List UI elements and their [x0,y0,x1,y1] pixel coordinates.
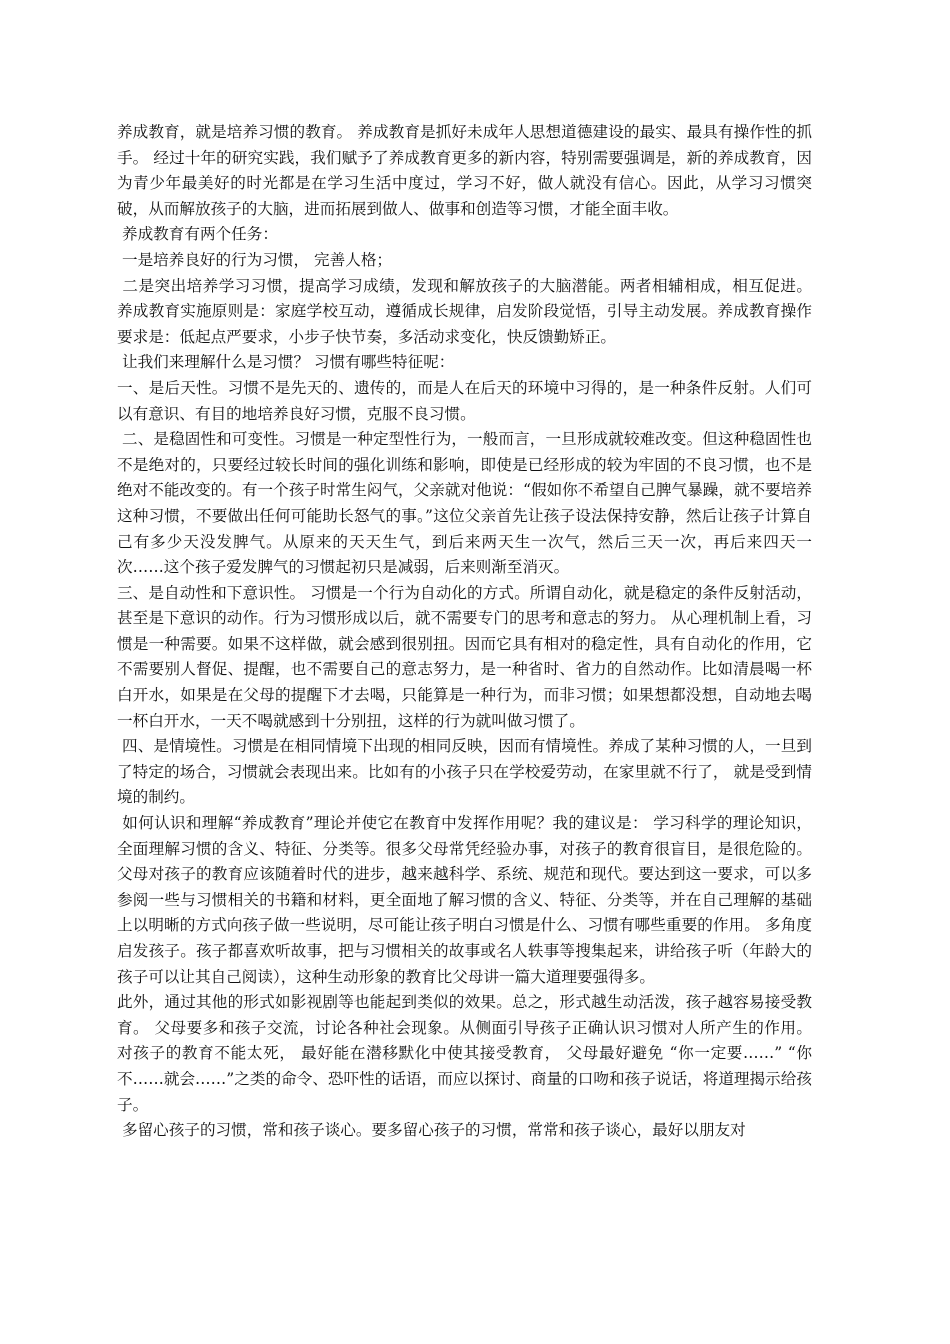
paragraph-other-forms: 此外，通过其他的形式如影视剧等也能起到类似的效果。总之，形式越生动活泼，孩子越容易接受教育。 父母要多和孩子交流，讨论各种社会现象。从侧面引导孩子正确认识习惯对人所产生的作用。 对孩子的教育不能太死， 最好能在潜移默化中使其接受教育， 父母最好避免 “你一定要……” “你不……就会……”之类的命令、恐吓性的话语，而应以探讨、商量的口吻和孩子说话，将道理揭示给孩子。 [117,993,817,1114]
paragraph-intro: 养成教育，就是培养习惯的教育。 养成教育是抓好未成年人思想道德建设的最实、最具有操作性的抓手。 经过十年的研究实践，我们赋予了养成教育更多的新内容，特别需要强调是，新的养成教育，因为青少年最美好的时光都是在学习生活中度过，学习不好，做人就没有信心。因此，从学习习惯突破，从而解放孩子的大脑，进而拓展到做人、做事和创造等习惯，才能全面丰收。 [117,123,812,218]
paragraph-feature-two: 二、是稳固性和可变性。习惯是一种定型性行为，一般而言，一旦形成就较难改变。但这种稳固性也不是绝对的，只要经过较长时间的强化训练和影响，即使是已经形成的较为牢固的不良习惯，也不是绝对不能改变的。有一个孩子时常生闷气，父亲就对他说：“假如你不希望自己脾气暴躁，就不要培养这种习惯，不要做出任何可能助长怒气的事。”这位父亲首先让孩子设法保持安静，然后让孩子计算自己有多少天没发脾气。从原来的天天生气，到后来两天生一次气，然后三天一次，再后来四天一次……这个孩子爱发脾气的习惯起初只是减弱，后来则渐至消灭。 [117,430,812,577]
paragraph-feature-four: 四、是情境性。习惯是在相同情境下出现的相同反映，因而有情境性。养成了某种习惯的人，一旦到了特定的场合，习惯就会表现出来。比如有的小孩子只在学校爱劳动，在家里就不行了， 就是受到情境的制约。 [117,737,812,807]
paragraph-habit-question: 让我们来理解什么是习惯？ 习惯有哪些特征呢： [117,353,455,372]
paragraph-tasks-heading: 养成教育有两个任务： [117,225,278,244]
paragraph-task-one: 一是培养良好的行为习惯， 完善人格； [117,250,393,269]
paragraph-feature-three: 三、是自动性和下意识性。 习惯是一个行为自动化的方式。所谓自动化，就是稳定的条件反射活动，甚至是下意识的动作。行为习惯形成以后，就不需要专门的思考和意志的努力。 从心理机制上看，习惯是一种需要。如果不这样做，就会感到很别扭。因而它具有相对的稳定性，具有自动化的作用，它不需要别人督促、提醒，也不需要自己的意志努力，是一种省时、省力的自然动作。比如清晨喝一杯白开水，如果是在父母的提醒下才去喝，只能算是一种行为，而非习惯；如果想都没想，自动地去喝一杯白开水，一天不喝就感到十分别扭，这样的行为就叫做习惯了。 [117,583,812,730]
paragraph-feature-one: 一、是后天性。习惯不是先天的、遗传的，而是人在后天的环境中习得的，是一种条件反射。人们可以有意识、有目的地培养良好习惯，克服不良习惯。 [117,378,812,423]
paragraph-observe-habits: 多留心孩子的习惯，常和孩子谈心。要多留心孩子的习惯，常常和孩子谈心，最好以朋友对 [117,1121,746,1140]
paragraph-suggestions: 如何认识和理解“养成教育”理论并使它在教育中发挥作用呢？我的建议是： 学习科学的理论知识，全面理解习惯的含义、特征、分类等。很多父母常凭经验办事，对孩子的教育很盲目，是很危险的。父母对孩子的教育应该随着时代的进步，越来越科学、系统、规范和现代。要达到这一要求，可以多参阅一些与习惯相关的书籍和材料，更全面地了解习惯的含义、特征、分类等，并在自己理解的基础上以明晰的方式向孩子做一些说明，尽可能让孩子明白习惯是什么、习惯有哪些重要的作用。 多角度启发孩子。孩子都喜欢听故事，把与习惯相关的故事或名人轶事等搜集起来，讲给孩子听（年龄大的孩子可以让其自己阅读），这种生动形象的教育比父母讲一篇大道理要强得多。 [117,814,812,986]
document-body [117,120,817,1144]
paragraph-task-two: 二是突出培养学习习惯，提高学习成绩，发现和解放孩子的大脑潜能。两者相辅相成，相互促进。 养成教育实施原则是：家庭学校互动，遵循成长规律，启发阶段觉悟，引导主动发展。养成教育操作要求是：低起点严要求，小步子快节奏，多活动求变化，快反馈勤矫正。 [117,276,817,346]
